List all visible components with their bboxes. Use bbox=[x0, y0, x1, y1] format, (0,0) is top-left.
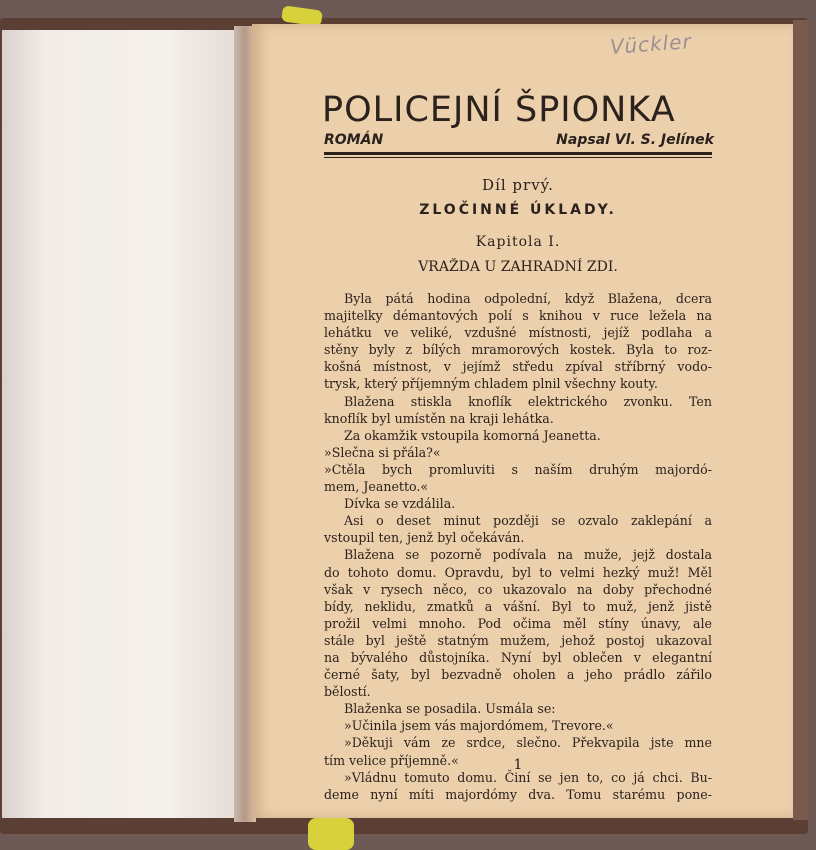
text-line: lehátku ve veliké, vzdušné místnosti, jejíž podlaha a bbox=[324, 325, 712, 341]
text-line: do tohoto domu. Opravdu, byl to velmi hezký muž! Měl bbox=[324, 564, 712, 580]
text-line: »Děkuji vám ze srdce, slečno. Překvapila jste mne bbox=[344, 735, 712, 751]
title-rule-thin bbox=[324, 157, 712, 158]
chapter-title: VRAŽDA U ZAHRADNÍ ZDI. bbox=[418, 259, 618, 275]
text-line: stěny byly z bílých mramorových kostek. Byla to roz- bbox=[324, 342, 712, 358]
text-line: Byla pátá hodina odpolední, když Blažena, dcera bbox=[344, 291, 712, 306]
text-line: Dívka se vzdálila. bbox=[344, 496, 456, 512]
text-line: Blaženka se posadila. Usmála se: bbox=[344, 701, 556, 717]
text-line: majitelky démantových polí s knihou v ruce ležela na bbox=[324, 308, 712, 324]
right-page bbox=[252, 24, 793, 818]
text-line: však v rysech něco, co ukazovalo na doby přechodné bbox=[324, 581, 712, 597]
genre-label: ROMÁN bbox=[324, 132, 384, 148]
text-line: Za okamžik vstoupila komorná Jeanetta. bbox=[344, 427, 601, 443]
book-right-edge bbox=[793, 20, 808, 820]
text-line: »Slečna si přála?« bbox=[324, 444, 441, 460]
chapter-label: Kapitola I. bbox=[475, 234, 561, 250]
text-line: stále byl ještě statným mužem, jehož postoj ukazoval bbox=[324, 632, 712, 648]
text-line: deme nyní míti majordómy dva. Tomu starému pone- bbox=[324, 786, 712, 802]
text-line: Asi o deset minut později se ozvalo zaklepání a bbox=[344, 513, 712, 529]
title-rule-thick bbox=[324, 152, 712, 155]
author-line: Napsal Vl. S. Jelínek bbox=[556, 132, 714, 148]
text-line: vstoupil ten, jenž byl očekáván. bbox=[324, 530, 525, 546]
text-line: »Ctěla bych promluviti s naším druhým majordó- bbox=[324, 461, 712, 477]
text-line: košná místnost, v jejímž středu zpíval stříbrný vodo- bbox=[324, 359, 712, 375]
book-title: POLICEJNÍ ŠPIONKA bbox=[322, 90, 676, 130]
part-label: Díl prvý. bbox=[482, 176, 554, 194]
text-line: mem, Jeanetto.« bbox=[324, 479, 429, 495]
text-line: »Učinila jsem vás majordómem, Trevore.« bbox=[344, 718, 614, 734]
text-line: na bývalého důstojníka. Nyní byl oblečen v elegantní bbox=[324, 649, 712, 665]
page-number: 1 bbox=[513, 757, 523, 773]
text-line: knoflík byl umístěn na kraji lehátka. bbox=[324, 410, 554, 426]
text-line: bídy, neklidu, zmatků a vášní. Byl to muž, jenž jistě bbox=[324, 598, 712, 614]
text-line: černé šaty, byl bezvadně oholen a jeho prádlo zářilo bbox=[324, 667, 712, 683]
left-blank-page bbox=[2, 30, 238, 818]
bookmark-ribbon-bottom bbox=[308, 818, 354, 850]
body-text bbox=[324, 290, 712, 803]
text-line: »Vládnu tomuto domu. Činí se jen to, co já chci. Bu- bbox=[344, 769, 712, 785]
text-line: tím velice příjemně.« bbox=[324, 752, 459, 768]
handwritten-pencil-note: Vückler bbox=[609, 29, 693, 59]
text-line: Blažena stiskla knoflík elektrického zvonku. Ten bbox=[344, 393, 712, 409]
text-line: Blažena se pozorně podívala na muže, jejž dostala bbox=[344, 547, 712, 563]
text-line: trysk, který příjemným chladem plnil všechny kouty. bbox=[324, 376, 658, 392]
text-line: prožil velmi mnoho. Pod očima měl stíny únavy, ale bbox=[324, 615, 712, 631]
text-line: bělostí. bbox=[324, 684, 371, 700]
part-title: ZLOČINNÉ ÚKLADY. bbox=[419, 202, 617, 218]
